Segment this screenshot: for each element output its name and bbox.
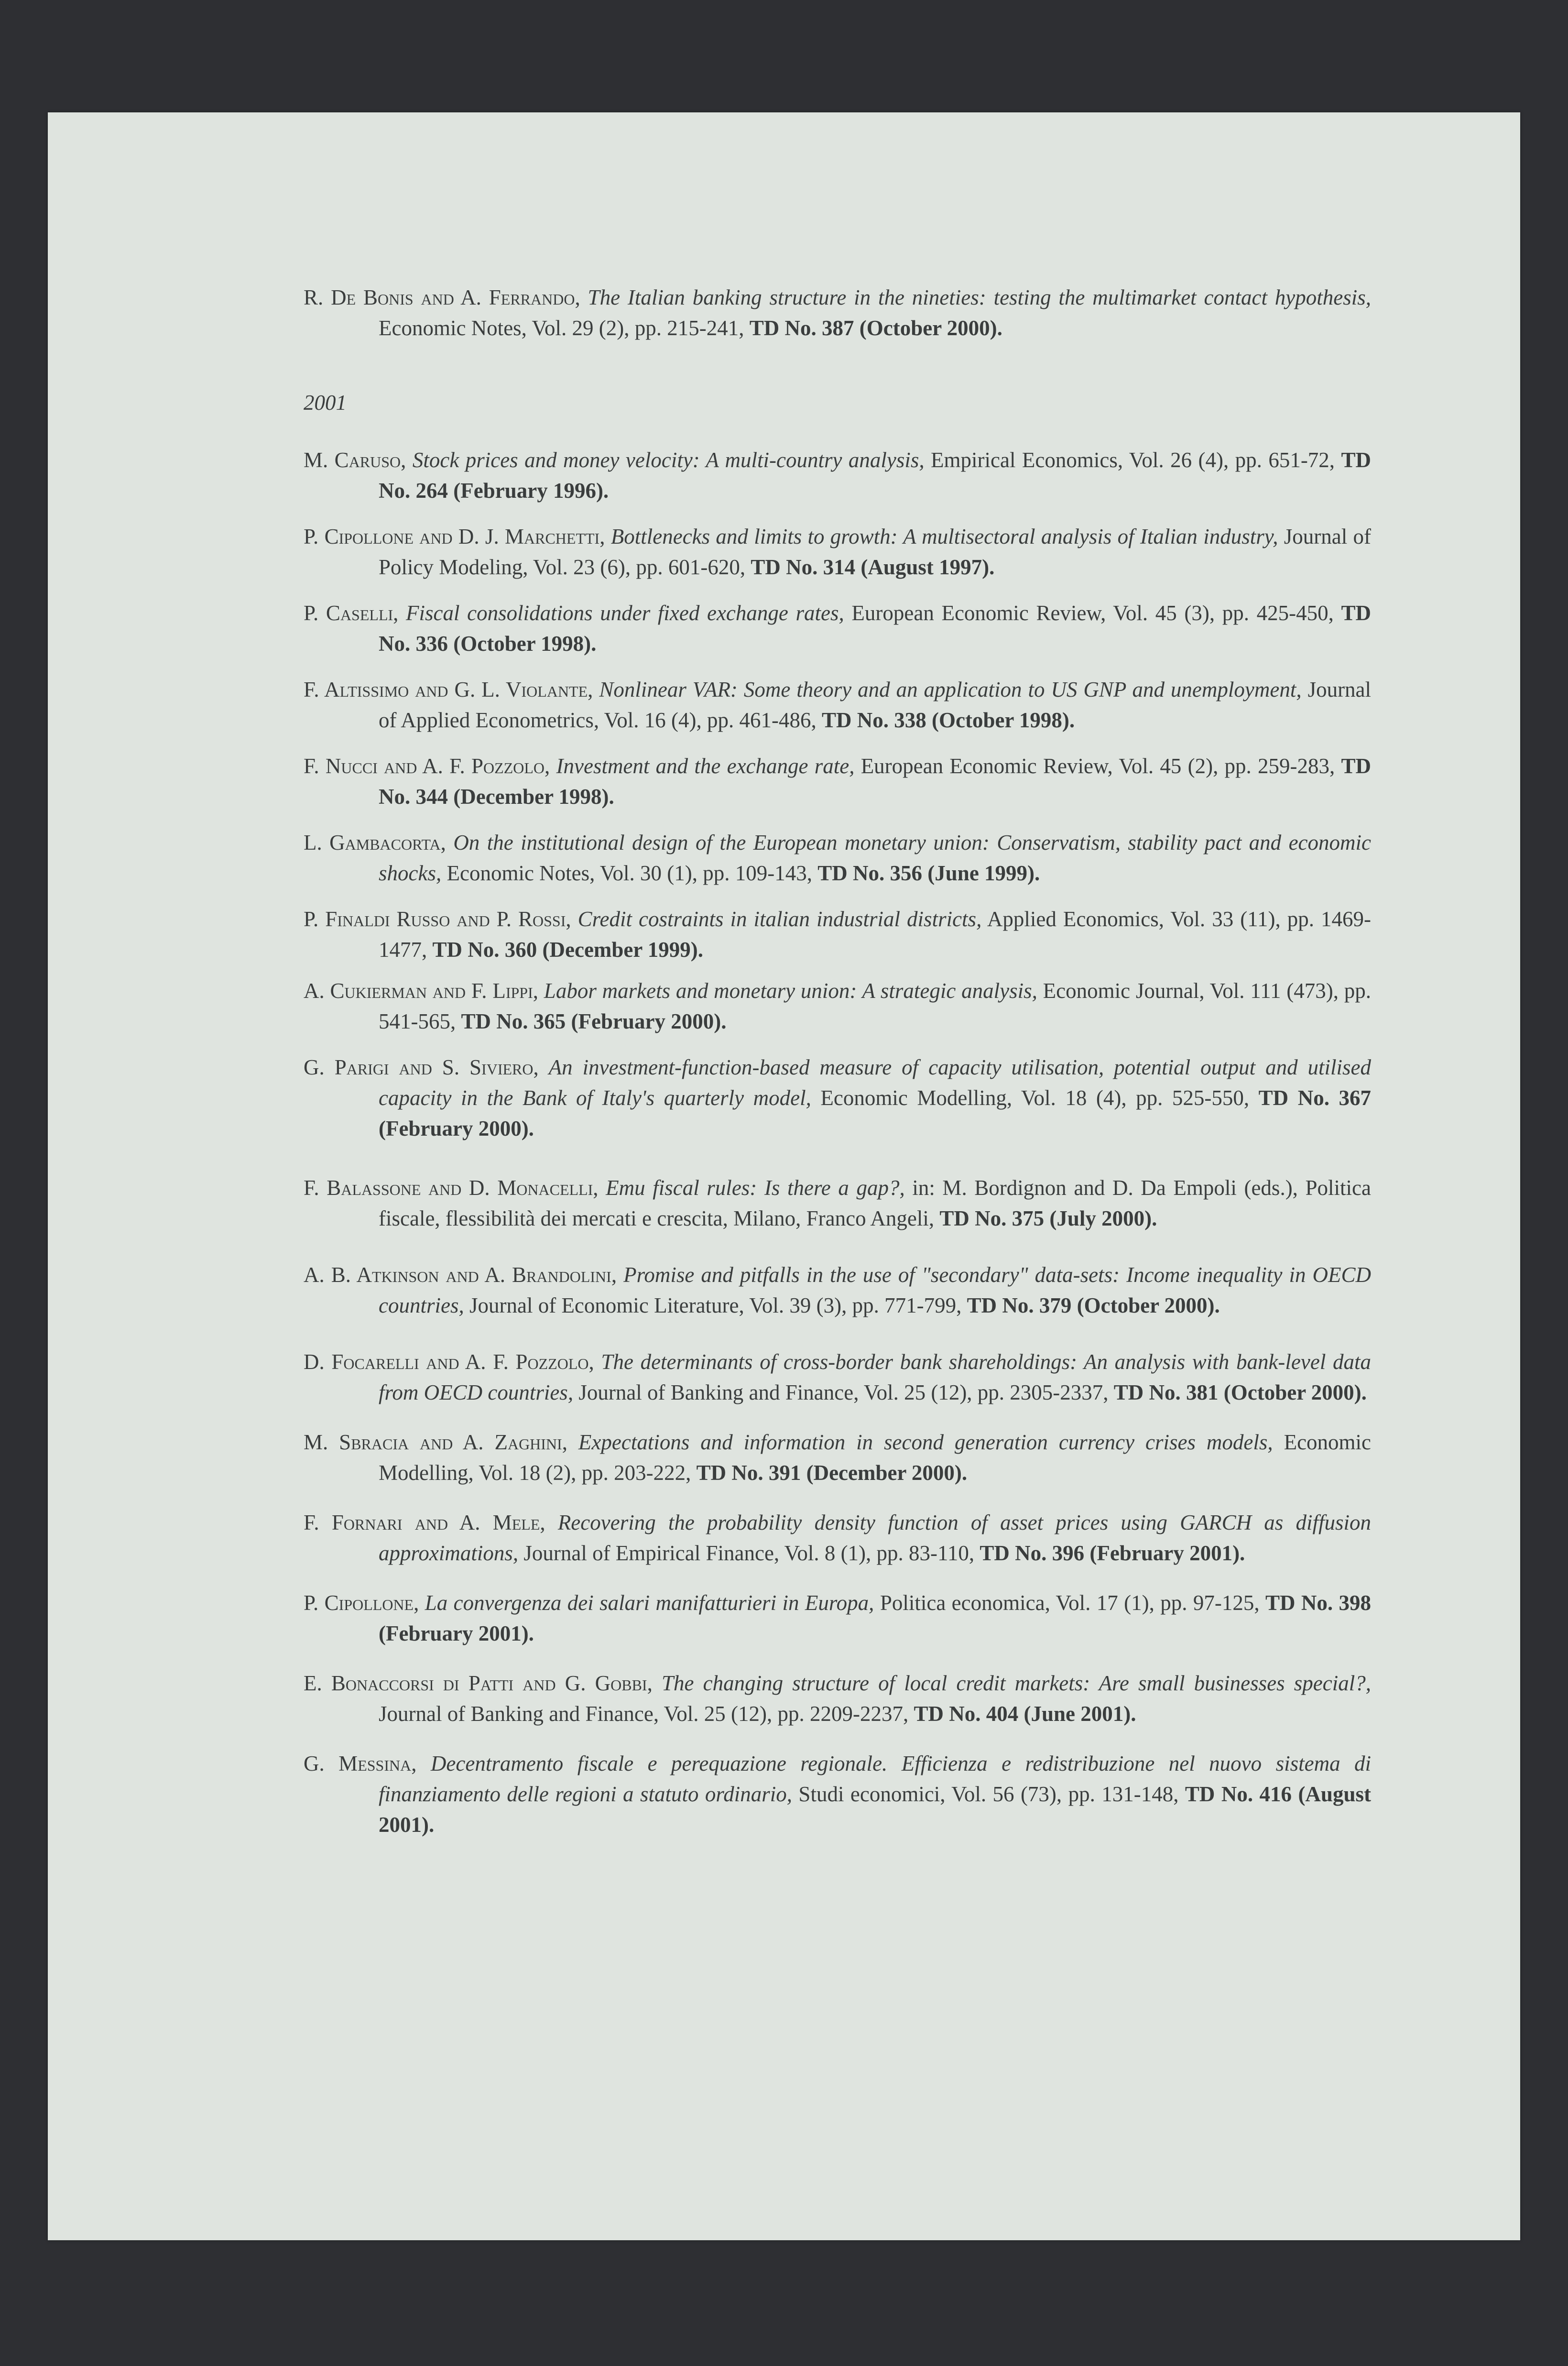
reference-authors: L. Gambacorta,: [304, 831, 446, 854]
reference-entries-2001: [304, 445, 1371, 1840]
reference-authors: G. Parigi and S. Siviero,: [304, 1055, 539, 1079]
reference-entry: [304, 1668, 1371, 1729]
paper-sheet: [48, 112, 1520, 2240]
reference-title: Promise and pitfalls in the use of "secondary" data-sets: Income inequality in OECD countries,: [379, 1263, 1372, 1317]
reference-source: Economic Modelling, Vol. 18 (2), pp. 203-222,: [379, 1430, 1372, 1485]
reference-source: Economic Modelling, Vol. 18 (4), pp. 525-550,: [820, 1086, 1250, 1110]
reference-entry: [304, 445, 1371, 506]
reference-list: [304, 282, 1371, 1840]
reference-td: TD No. 375 (July 2000).: [939, 1206, 1157, 1230]
reference-title: The determinants of cross-border bank shareholdings: An analysis with bank-level data from OECD countries,: [379, 1350, 1371, 1404]
reference-authors: F. Nucci and A. F. Pozzolo,: [304, 754, 550, 778]
reference-authors: E. Bonaccorsi di Patti and G. Gobbi,: [304, 1671, 653, 1695]
reference-entry: [304, 1427, 1371, 1488]
reference-title: Emu fiscal rules: Is there a gap?,: [606, 1176, 905, 1200]
reference-authors: F. Fornari and A. Mele,: [304, 1511, 545, 1534]
reference-title: Expectations and information in second generation currency crises models,: [578, 1430, 1273, 1454]
reference-authors: F. Altissimo and G. L. Violante,: [304, 678, 593, 701]
reference-entry: [304, 751, 1371, 812]
reference-source: Economic Notes, Vol. 29 (2), pp. 215-241,: [379, 316, 744, 340]
reference-source: Journal of Empirical Finance, Vol. 8 (1), pp. 83-110,: [523, 1541, 975, 1565]
reference-entry: [304, 282, 1371, 343]
reference-authors: A. B. Atkinson and A. Brandolini,: [304, 1263, 617, 1287]
reference-title: Bottlenecks and limits to growth: A multisectoral analysis of Italian industry,: [610, 525, 1278, 548]
reference-title: Nonlinear VAR: Some theory and an application to US GNP and unemployment,: [599, 678, 1302, 701]
reference-td: TD No. 314 (August 1997).: [751, 555, 995, 579]
reference-source: Journal of Applied Econometrics, Vol. 16 (4), pp. 461-486,: [379, 678, 1372, 732]
reference-source: Applied Economics, Vol. 33 (11), pp. 1469-1477,: [379, 907, 1371, 962]
reference-td: TD No. 404 (June 2001).: [914, 1702, 1136, 1726]
reference-source: Empirical Economics, Vol. 26 (4), pp. 651-72,: [931, 448, 1335, 472]
reference-td: TD No. 379 (October 2000).: [967, 1293, 1220, 1317]
reference-td: TD No. 344 (December 1998).: [379, 754, 1372, 809]
reference-entry: [304, 1588, 1371, 1649]
reference-source: in: M. Bordignon and D. Da Empoli (eds.), Politica fiscale, flessibilità dei mercati e crescita, Milano, Franco Angeli,: [379, 1176, 1372, 1230]
reference-entry: [304, 1052, 1371, 1144]
reference-source: Economic Notes, Vol. 30 (1), pp. 109-143,: [446, 861, 813, 885]
reference-entry: [304, 1172, 1371, 1234]
reference-td: TD No. 338 (October 1998).: [821, 708, 1075, 732]
year-heading: 2001: [304, 391, 347, 415]
reference-td: TD No. 360 (December 1999).: [432, 938, 704, 962]
reference-source: European Economic Review, Vol. 45 (2), pp. 259-283,: [860, 754, 1335, 778]
reference-source: Journal of Economic Literature, Vol. 39 (3), pp. 771-799,: [469, 1293, 962, 1317]
reference-td: TD No. 365 (February 2000).: [461, 1009, 727, 1033]
reference-td: TD No. 381 (October 2000).: [1113, 1380, 1367, 1404]
reference-entry: [304, 674, 1371, 735]
reference-title: Investment and the exchange rate,: [556, 754, 855, 778]
reference-authors: P. Cipollone and D. J. Marchetti,: [304, 525, 605, 548]
reference-authors: P. Caselli,: [304, 601, 399, 625]
reference-title: An investment-function-based measure of capacity utilisation, potential output and utilised capacity in the Bank of Italy's quarterly model,: [379, 1055, 1372, 1110]
reference-entry: [304, 1347, 1371, 1408]
reference-entry: [304, 1260, 1371, 1321]
reference-source: European Economic Review, Vol. 45 (3), pp. 425-450,: [851, 601, 1334, 625]
reference-source: Studi economici, Vol. 56 (73), pp. 131-148,: [798, 1782, 1179, 1806]
reference-td: TD No. 398 (February 2001).: [379, 1591, 1372, 1645]
reference-td: TD No. 387 (October 2000).: [749, 316, 1002, 340]
reference-title: On the institutional design of the European monetary union: Conservatism, stability pact and economic shocks,: [379, 831, 1371, 885]
reference-authors: D. Focarelli and A. F. Pozzolo,: [304, 1350, 594, 1374]
reference-authors: P. Cipollone,: [304, 1591, 419, 1615]
reference-entry: [304, 521, 1371, 582]
reference-title: Stock prices and money velocity: A multi-country analysis,: [412, 448, 925, 472]
reference-td: TD No. 336 (October 1998).: [379, 601, 1371, 656]
reference-td: TD No. 391 (December 2000).: [696, 1461, 968, 1485]
reference-title: Credit costraints in italian industrial districts,: [577, 907, 982, 931]
reference-authors: R. De Bonis and A. Ferrando,: [304, 285, 580, 309]
reference-authors: F. Balassone and D. Monacelli,: [304, 1176, 599, 1200]
reference-td: TD No. 396 (February 2001).: [980, 1541, 1245, 1565]
reference-title: Labor markets and monetary union: A strategic analysis,: [544, 979, 1037, 1003]
reference-source: Journal of Policy Modeling, Vol. 23 (6), pp. 601-620,: [379, 525, 1372, 579]
reference-title: La convergenza dei salari manifatturieri in Europa,: [425, 1591, 874, 1615]
reference-td: TD No. 416 (August 2001).: [379, 1782, 1371, 1837]
reference-td: TD No. 367 (February 2000).: [379, 1086, 1371, 1140]
reference-entry: [304, 827, 1371, 888]
reference-entry: [304, 975, 1371, 1037]
reference-title: Recovering the probability density function of asset prices using GARCH as diffusion approximations,: [379, 1511, 1372, 1565]
reference-entry: [304, 1748, 1371, 1840]
reference-title: The Italian banking structure in the nineties: testing the multimarket contact hypothesis,: [588, 285, 1372, 309]
reference-entry: [304, 904, 1371, 965]
reference-authors: P. Finaldi Russo and P. Rossi,: [304, 907, 571, 931]
reference-td: TD No. 264 (February 1996).: [379, 448, 1371, 503]
reference-title: The changing structure of local credit markets: Are small businesses special?,: [661, 1671, 1371, 1695]
reference-title: Fiscal consolidations under fixed exchange rates,: [406, 601, 844, 625]
reference-authors: M. Sbracia and A. Zaghini,: [304, 1430, 567, 1454]
reference-title: Decentramento fiscale e perequazione regionale. Efficienza e redistribuzione nel nuovo sistema di finanziamento delle regioni a statuto ordinario,: [379, 1752, 1372, 1806]
reference-source: Journal of Banking and Finance, Vol. 25 (12), pp. 2209-2237,: [379, 1702, 909, 1726]
reference-source: Politica economica, Vol. 17 (1), pp. 97-125,: [880, 1591, 1260, 1615]
reference-authors: M. Caruso,: [304, 448, 406, 472]
reference-authors: A. Cukierman and F. Lippi,: [304, 979, 538, 1003]
reference-entry: [304, 598, 1371, 659]
reference-source: Journal of Banking and Finance, Vol. 25 (12), pp. 2305-2337,: [578, 1380, 1109, 1404]
reference-authors: G. Messina,: [304, 1752, 417, 1775]
reference-td: TD No. 356 (June 1999).: [817, 861, 1040, 885]
reference-entry: [304, 1507, 1371, 1568]
reference-source: Economic Journal, Vol. 111 (473), pp. 541-565,: [379, 979, 1372, 1033]
